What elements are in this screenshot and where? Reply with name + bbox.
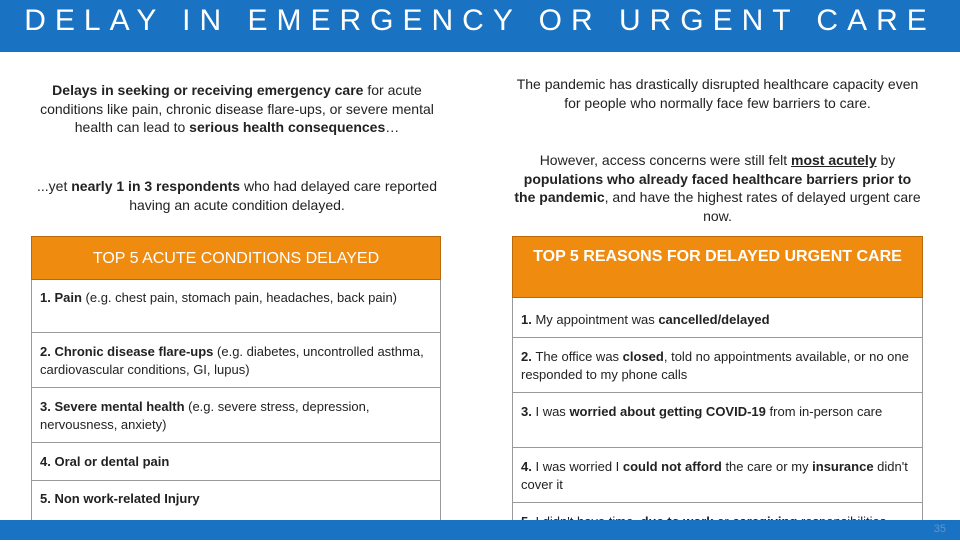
delay-reason-row <box>512 338 923 393</box>
reason-emphasis: closed <box>622 349 664 364</box>
title-bar <box>0 0 960 52</box>
reason-text: , told no appointments available, or no one responded to my phone calls <box>521 349 909 382</box>
reason-emphasis: insurance <box>812 459 874 474</box>
reason-text: The office was <box>535 349 623 364</box>
slide-title: DELAY IN EMERGENCY OR URGENT CARE <box>24 4 936 37</box>
reason-text: from in-person care <box>765 404 883 419</box>
acute-conditions-header: TOP 5 ACUTE CONDITIONS DELAYED <box>31 236 441 280</box>
reason-text: didn't cover it <box>521 459 908 492</box>
reason-number: 2. <box>521 349 536 364</box>
left-intro-p2 <box>30 177 444 214</box>
reason-number: 3. <box>521 404 536 419</box>
condition-examples: (e.g. chest pain, stomach pain, headaches, back pain) <box>81 290 398 305</box>
footer-bar <box>0 520 960 540</box>
delay-reason-row <box>512 448 923 503</box>
condition-name: 5. Non work-related Injury <box>40 491 200 506</box>
condition-name: 1. Pain <box>40 290 82 305</box>
condition-examples: (e.g. diabetes, uncontrolled asthma, cardiovascular conditions, GI, lupus) <box>40 344 424 377</box>
intro-bold-delays: Delays in seeking or receiving emergency care <box>52 82 364 98</box>
intro-underline-most-acutely: most acutely <box>791 152 877 168</box>
reason-number: 1. <box>521 312 536 327</box>
reason-text: I was worried I <box>535 459 623 474</box>
reason-text: the care or my <box>721 459 813 474</box>
intro-bold-respondents: nearly 1 in 3 respondents <box>71 178 241 194</box>
acute-condition-row <box>31 280 441 333</box>
left-intro-p1 <box>30 81 444 137</box>
reason-emphasis: worried about getting COVID-19 <box>569 404 766 419</box>
condition-name: 2. Chronic disease flare-ups <box>40 344 214 359</box>
condition-name: 4. Oral or dental pain <box>40 454 170 469</box>
reason-emphasis: could not afford <box>622 459 722 474</box>
reason-emphasis: cancelled/delayed <box>658 312 770 327</box>
intro-text: who had delayed care reported having an acute condition delayed. <box>129 178 437 213</box>
delay-reason-row <box>512 393 923 448</box>
reason-text: I was <box>535 404 570 419</box>
intro-text: The pandemic has drastically disrupted healthcare capacity even for people who normally face few barriers to care. <box>516 76 919 111</box>
delay-reason-row <box>512 298 923 338</box>
condition-examples: (e.g. severe stress, depression, nervousness, anxiety) <box>40 399 370 432</box>
delay-reasons-header: TOP 5 REASONS FOR DELAYED URGENT CARE <box>512 236 923 298</box>
acute-condition-row <box>31 443 441 481</box>
intro-bold-populations: populations who already faced healthcare barriers prior to the pandemic <box>514 170 912 205</box>
condition-name: 3. Severe mental health <box>40 399 185 414</box>
intro-text: for acute conditions like pain, chronic disease flare-ups, or severe mental health can lead to <box>40 82 434 135</box>
intro-text: However, access concerns were still felt <box>539 152 792 168</box>
intro-text: , and have the highest rates of delayed urgent care now. <box>604 189 921 224</box>
reason-number: 4. <box>521 459 536 474</box>
intro-bold-consequences: serious health consequences <box>189 119 386 135</box>
right-intro-p1 <box>512 75 923 112</box>
intro-text-end: … <box>385 119 400 135</box>
acute-condition-row <box>31 388 441 443</box>
page-number: 35 <box>933 523 946 535</box>
right-intro-p2 <box>512 151 923 225</box>
intro-text: ...yet <box>37 178 72 194</box>
intro-text: by <box>876 152 896 168</box>
acute-condition-row <box>31 333 441 388</box>
reason-text: My appointment was <box>535 312 659 327</box>
